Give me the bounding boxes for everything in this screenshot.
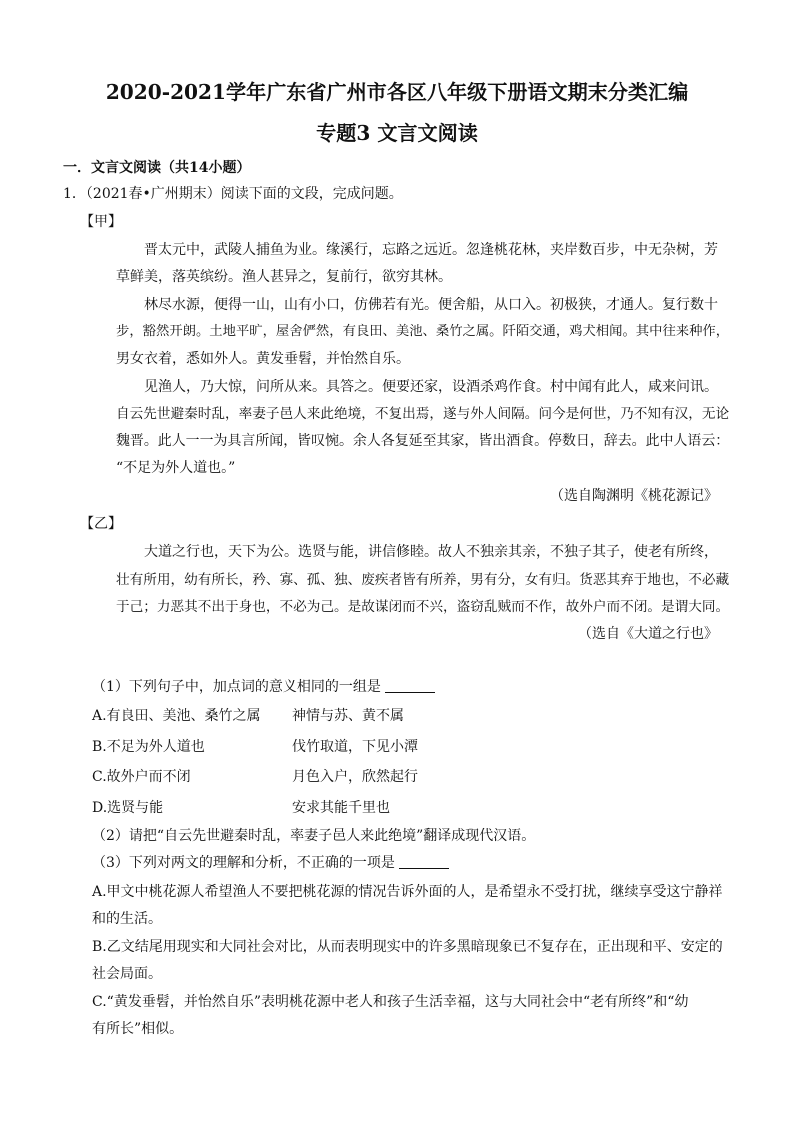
q1-option-a-right: 神情与苏、黄不属	[292, 708, 404, 724]
question-number-line: 1．（2021春•广州期末）阅读下面的文段，完成问题。	[63, 186, 403, 202]
q3-option-b-line-2: 社会局面。	[92, 966, 162, 982]
q3-option-b-line-1: B.乙文结尾用现实和大同社会对比，从而表明现实中的许多黑暗现象已不复存在，正出现和平、安定的	[92, 939, 723, 955]
q1-option-a-left: A.有良田、美池、桑竹之属	[92, 708, 261, 724]
q1-option-d-right: 安求其能千里也	[292, 800, 390, 816]
q2-stem: （2）请把“自云先世避秦时乱，率妻子邑人来此绝境”翻译成现代汉语。	[92, 828, 536, 844]
jia-line-5: 男女衣着，悉如外人。黄发垂髫，并怡然自乐。	[116, 351, 410, 367]
yi-line-2: 壮有所用，幼有所长，矜、寡、孤、独、废疾者皆有所养，男有分，女有归。货恶其弃于地也，不必藏	[116, 572, 730, 588]
q1-option-c-left: C.故外户而不闭	[92, 769, 191, 785]
yi-line-1: 大道之行也，天下为公。选贤与能，讲信修睦。故人不独亲其亲，不独子其子，使老有所终，	[144, 544, 718, 560]
jia-source: （选自陶渊明《桃花源记》	[550, 488, 718, 504]
jia-line-4: 步，豁然开朗。土地平旷，屋舍俨然，有良田、美池、桑竹之属。阡陌交通，鸡犬相闻。其中往来种作，	[116, 324, 730, 339]
q3-stem: （3）下列对两文的理解和分析，不正确的一项是	[92, 855, 395, 871]
q3-option-a-line-1: A.甲文中桃花源人希望渔人不要把桃花源的情况告诉外面的人，是希望永不受打扰，继续享受这宁静祥	[92, 884, 723, 900]
document-title: 2020-2021学年广东省广州市各区八年级下册语文期末分类汇编	[105, 80, 689, 104]
q1-stem: （1）下列句子中，加点词的意义相同的一组是	[92, 679, 381, 695]
document-subtitle: 专题3 文言文阅读	[316, 121, 478, 145]
yi-label: 【乙】	[80, 516, 122, 532]
q3-answer-blank[interactable]	[399, 854, 449, 869]
section-heading: 一．文言文阅读（共14小题）	[63, 160, 251, 176]
q1-stem-line	[92, 677, 435, 697]
jia-label: 【甲】	[80, 214, 122, 230]
jia-line-6: 见渔人，乃大惊，问所从来。具答之。便要还家，设酒杀鸡作食。村中闻有此人，咸来问讯。	[144, 379, 718, 395]
q1-answer-blank[interactable]	[385, 678, 435, 693]
q3-option-a-line-2: 和的生活。	[92, 911, 162, 927]
q1-option-c-right: 月色入户，欣然起行	[292, 769, 418, 785]
jia-line-3: 林尽水源，便得一山，山有小口，仿佛若有光。便舍船，从口入。初极狭，才通人。复行数十	[144, 297, 718, 313]
yi-line-3: 于己；力恶其不出于身也，不必为己。是故谋闭而不兴，盗窃乱贼而不作，故外户而不闭。是谓大同。	[116, 599, 730, 615]
q3-option-c-line-2: 有所长”相似。	[92, 1021, 184, 1037]
jia-line-9: “不足为外人道也。”	[116, 460, 236, 476]
jia-line-1: 晋太元中，武陵人捕鱼为业。缘溪行，忘路之远近。忽逢桃花林，夹岸数百步，中无杂树，芳	[144, 242, 718, 258]
yi-source: （选自《大道之行也》	[578, 626, 718, 642]
q1-option-d-left: D.选贤与能	[92, 800, 164, 816]
q3-stem-line	[92, 853, 449, 873]
q3-option-c-line-1: C.“黄发垂髫，并怡然自乐”表明桃花源中老人和孩子生活幸福，这与大同社会中“老有所终”和“幼	[92, 994, 689, 1010]
q1-option-b-left: B.不足为外人道也	[92, 739, 205, 755]
jia-line-8: 魏晋。此人一一为具言所闻，皆叹惋。余人各复延至其家，皆出酒食。停数日，辞去。此中人语云：	[116, 433, 730, 449]
jia-line-7: 自云先世避秦时乱，率妻子邑人来此绝境，不复出焉，遂与外人间隔。问今是何世，乃不知有汉，无论	[116, 406, 730, 422]
q1-option-b-right: 伐竹取道，下见小潭	[292, 739, 418, 755]
jia-line-2: 草鲜美，落英缤纷。渔人甚异之，复前行，欲穷其林。	[116, 269, 452, 285]
